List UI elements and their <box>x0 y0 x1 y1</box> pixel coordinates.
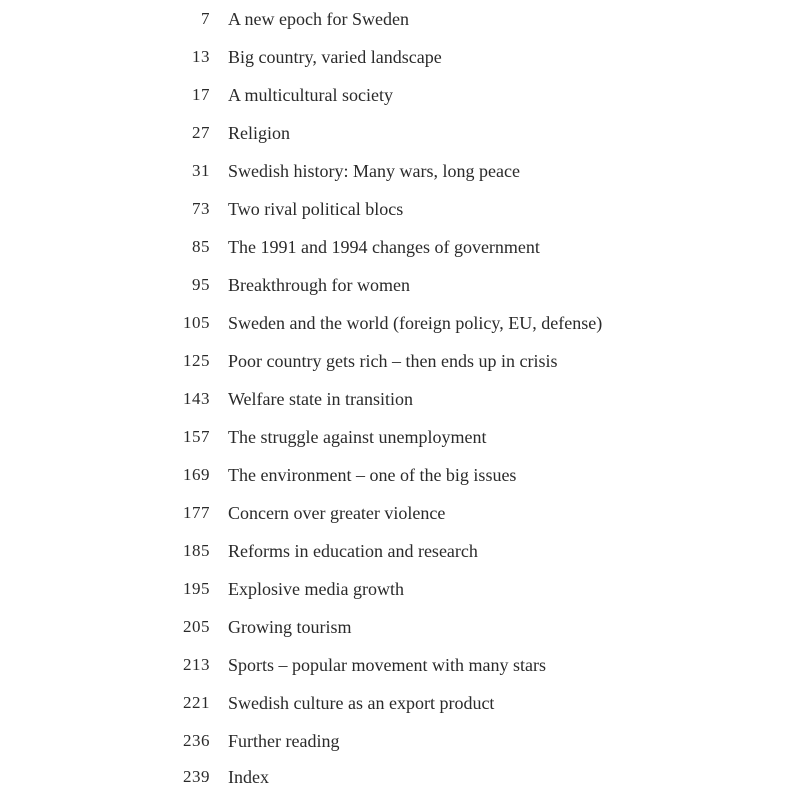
toc-title: Breakthrough for women <box>228 275 410 295</box>
toc-page-number: 95 <box>192 275 210 294</box>
toc-page-number: 7 <box>201 9 210 28</box>
toc-title: Reforms in education and research <box>228 541 478 561</box>
toc-page-number: 236 <box>183 731 210 750</box>
toc-page-number: 221 <box>183 693 210 712</box>
toc-page-number: 13 <box>192 47 210 66</box>
toc-entry <box>0 422 800 452</box>
toc-title: Poor country gets rich – then ends up in crisis <box>228 351 558 371</box>
toc-title: Index <box>228 767 269 787</box>
toc-page-number: 213 <box>183 655 210 674</box>
toc-page-number: 85 <box>192 237 210 256</box>
toc-entry <box>0 42 800 72</box>
toc-entry <box>0 4 800 34</box>
toc-entry <box>0 194 800 224</box>
toc-page-number: 125 <box>183 351 210 370</box>
toc-title: A multicultural society <box>228 85 393 105</box>
toc-page-number: 205 <box>183 617 210 636</box>
toc-entry <box>0 384 800 414</box>
toc-entry <box>0 80 800 110</box>
toc-page-number: 105 <box>183 313 210 332</box>
toc-entry <box>0 460 800 490</box>
toc-title: Concern over greater violence <box>228 503 446 523</box>
toc-entry <box>0 498 800 528</box>
toc-title: Religion <box>228 123 290 143</box>
toc-title: The 1991 and 1994 changes of government <box>228 237 540 257</box>
toc-entry <box>0 612 800 642</box>
toc-entry <box>0 270 800 300</box>
toc-title: A new epoch for Sweden <box>228 9 409 29</box>
toc-title: Further reading <box>228 731 340 751</box>
toc-title: Swedish culture as an export product <box>228 693 495 713</box>
toc-title: Welfare state in transition <box>228 389 413 409</box>
toc-page-number: 31 <box>192 161 210 180</box>
toc-page-number: 157 <box>183 427 210 446</box>
toc-entry <box>0 650 800 680</box>
toc-page-number: 239 <box>183 767 210 786</box>
toc-entry <box>0 346 800 376</box>
toc-entry <box>0 232 800 262</box>
toc-title: Big country, varied landscape <box>228 47 442 67</box>
toc-title: Growing tourism <box>228 617 352 637</box>
toc-page-number: 27 <box>192 123 210 142</box>
toc-title: Sweden and the world (foreign policy, EU, defense) <box>228 313 603 333</box>
toc-page-number: 195 <box>183 579 210 598</box>
toc-page-number: 169 <box>183 465 210 484</box>
toc-entry <box>0 118 800 148</box>
toc-entry <box>0 308 800 338</box>
toc-page-number: 185 <box>183 541 210 560</box>
toc-page-number: 143 <box>183 389 210 408</box>
toc-entry <box>0 688 800 718</box>
toc-page-number: 177 <box>183 503 210 522</box>
toc-entry <box>0 536 800 566</box>
toc-entry <box>0 726 800 756</box>
toc-entry <box>0 156 800 186</box>
toc-page-number: 17 <box>192 85 210 104</box>
toc-entry <box>0 762 800 792</box>
toc-title: The struggle against unemployment <box>228 427 487 447</box>
toc-title: Explosive media growth <box>228 579 404 599</box>
toc-title: Swedish history: Many wars, long peace <box>228 161 520 181</box>
toc-title: Two rival political blocs <box>228 199 404 219</box>
toc-entry <box>0 574 800 604</box>
toc-title: Sports – popular movement with many stars <box>228 655 546 675</box>
toc-title: The environment – one of the big issues <box>228 465 517 485</box>
toc-page-number: 73 <box>192 199 210 218</box>
